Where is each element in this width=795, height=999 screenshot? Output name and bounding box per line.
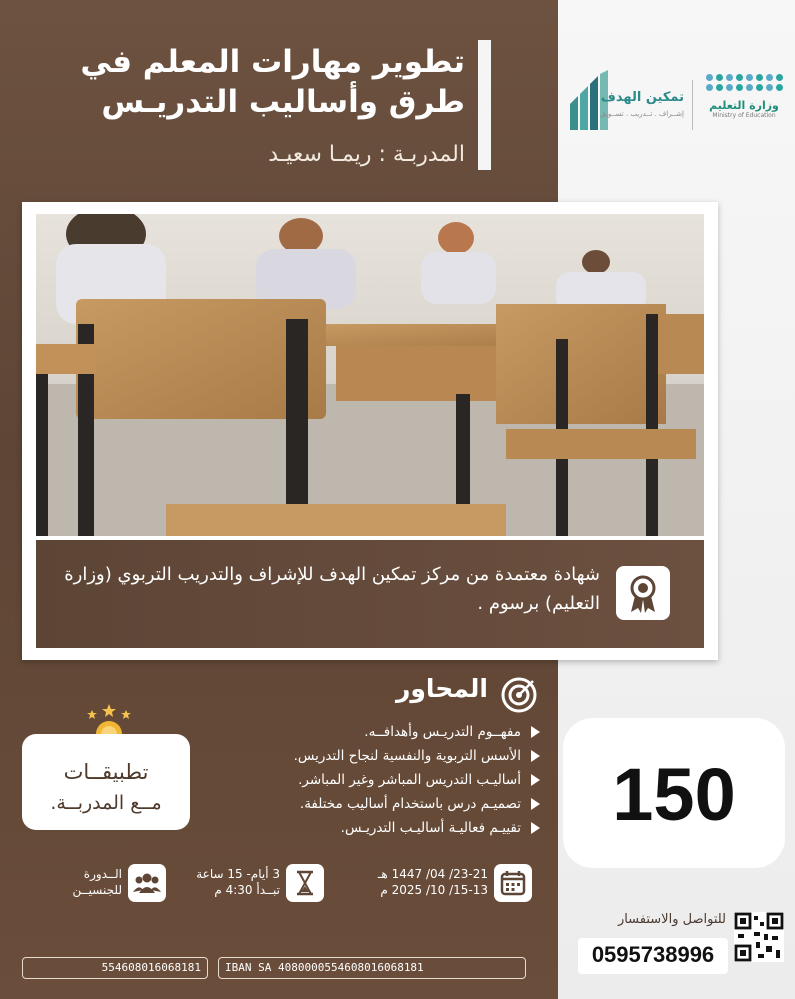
- moe-name: وزارة التعليم: [709, 99, 779, 112]
- bullet-arrow-icon: [531, 774, 540, 786]
- course-audience: [28, 866, 122, 898]
- duration-start: تبــدأ 4:30 م: [214, 883, 280, 897]
- page-title: [25, 42, 465, 122]
- axis-item-text: تصميـم درس باستخدام أساليب مختلفة.: [299, 796, 521, 812]
- course-label: الــدورة: [83, 867, 122, 881]
- classroom-illustration: [36, 214, 704, 536]
- iban-number: 4080000554608016068181: [277, 961, 424, 974]
- moe-sub: Ministry of Education: [712, 112, 776, 119]
- group-icon: [128, 864, 166, 902]
- calendar-icon: [494, 864, 532, 902]
- contact-label: للتواصل والاستفسار: [617, 912, 726, 927]
- phone-number[interactable]: 0595738996: [591, 942, 715, 967]
- axis-item-text: الأسس التربوية والنفسية لنجاح التدريس.: [293, 748, 521, 764]
- account-field: [22, 957, 208, 979]
- award-icon: [616, 566, 670, 620]
- ministry-of-education-logo: [700, 66, 788, 136]
- target-icon: [500, 676, 538, 714]
- list-item: [200, 792, 540, 816]
- tamkeen-name: تمكين الهدف: [600, 90, 684, 105]
- axes-list: [200, 720, 540, 840]
- iban-label: IBAN SA: [225, 961, 272, 974]
- list-item: [200, 768, 540, 792]
- logo-dots-icon: [700, 74, 788, 91]
- axis-item-text: أساليـب التدريس المباشر وغير المباشر.: [298, 772, 521, 788]
- bullet-arrow-icon: [531, 822, 540, 834]
- date-hijri: 23-21/ 04/ 1447 هـ: [377, 867, 488, 881]
- audience-label: للجنسيــن: [72, 883, 122, 897]
- course-duration: [170, 866, 280, 898]
- tamkeen-logo: [566, 68, 686, 138]
- bullet-arrow-icon: [531, 726, 540, 738]
- account-number: 554608016068181: [101, 961, 201, 974]
- qr-code-icon[interactable]: [734, 912, 784, 962]
- duration-days: 3 أيام- 15 ساعة: [196, 867, 280, 881]
- axis-item-text: تقييـم فعاليـة أساليـب التدريـس.: [340, 820, 521, 836]
- axes-heading: المحاور: [395, 674, 488, 703]
- iban-field: [218, 957, 526, 979]
- classroom-photo: [36, 214, 704, 536]
- certificate-text: شهادة معتمدة من مركز تمكين الهدف للإشراف والتدريب التربوي (وزارة التعليم) برسوم .: [64, 564, 600, 614]
- applications-title: تطبيقــات: [63, 760, 149, 784]
- date-gregorian: 15-13/ 10/ 2025 م: [380, 883, 488, 897]
- title-line-2: طرق وأساليب التدريـس: [101, 84, 465, 120]
- title-line-1: تطوير مهارات المعلم في: [80, 44, 465, 80]
- trainer-name: المدربـة : ريمـا سعيـد: [268, 142, 465, 167]
- title-accent-bar: [478, 40, 491, 170]
- axis-item-text: مفهــوم التدريـس وأهدافــه.: [364, 724, 521, 740]
- course-dates: [330, 866, 488, 898]
- list-item: [200, 816, 540, 840]
- list-item: [200, 744, 540, 768]
- bullet-arrow-icon: [531, 750, 540, 762]
- tamkeen-sub: إشــراف . تــدريب . تســويق: [600, 110, 684, 118]
- hourglass-icon: [286, 864, 324, 902]
- list-item: [200, 720, 540, 744]
- price-value: 150: [612, 753, 736, 836]
- bullet-arrow-icon: [531, 798, 540, 810]
- logo-divider: [692, 80, 693, 130]
- applications-subtitle: مــع المدربــة.: [50, 792, 162, 814]
